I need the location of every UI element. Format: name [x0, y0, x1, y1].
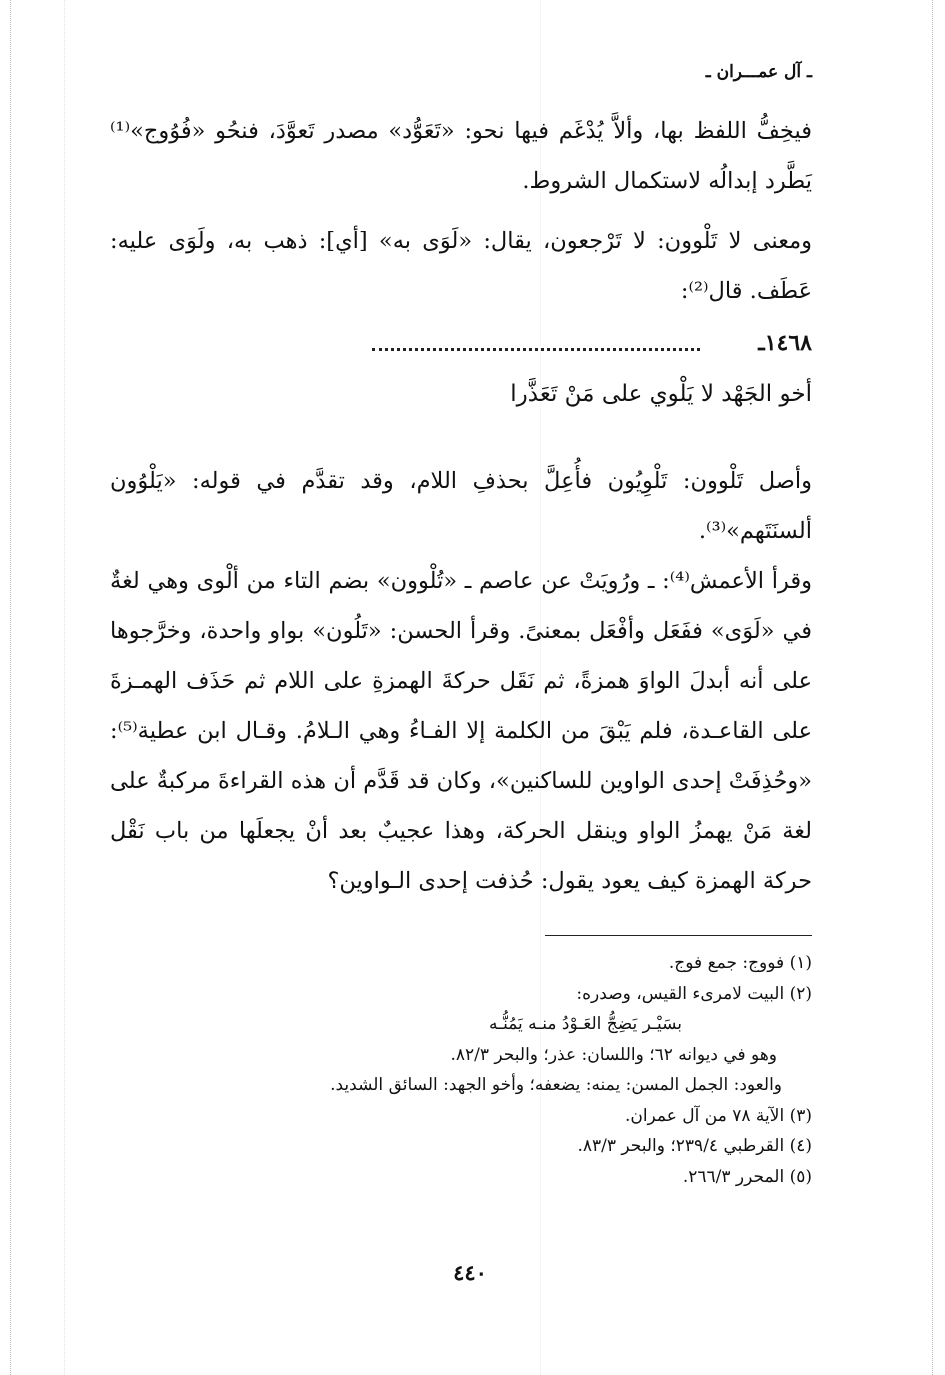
verse-number: ١٤٦٨ـ: [758, 330, 812, 356]
scan-edge-right: [932, 0, 933, 1375]
scan-artifact-line: [64, 0, 65, 1375]
footnote-2-verse: بسَيْـر يَضِجُّ العَـوْدُ منـه يَمُنُّـه: [488, 1014, 682, 1034]
running-header: ـ آل عمـــران ـ: [705, 62, 812, 82]
footnote-1: (١) فووج: جمع فوج.: [668, 953, 812, 973]
footnote-separator: [545, 935, 812, 936]
paragraph-1: فيخِفُّ اللفظ بها، وألاَّ يُدْغَم فيها نحو: «تَعَوُّد» مصدر تَعوَّدَ، فنحُو «فُوُوج»⁽¹⁾ يَطَّرد إبدالُه لاستكمال الشروط.: [110, 118, 812, 194]
scan-edge-left: [10, 0, 11, 1375]
footnote-3: (٣) الآية ٧٨ من آل عمران.: [624, 1105, 812, 1126]
paragraph-4: وقرأ الأعمش⁽⁴⁾: ـ ورُويَتْ عن عاصم ـ «تُلْوون» بضم التاء من ألْوى وهي لغةٌ في «لَوَى» ففَعَل وأفْعَل بمعنىً. وقرأ الحسن: «تَلُون» بواو واحدة، وخرَّجوها على أنه أبدلَ الواوَ همزةً، ثم نَقَل حركةَ الهمزةِ على اللام ثم حَذَف الهمـزةَ على القاعـدة، فلم يَبْقَ من الكلمة إلا الفـاءُ وهي الـلامُ. وقـال ابن عطية⁽⁵⁾: «وحُذِفَتْ إحدى الواوين للساكنين»، وكان قد قَدَّم أن هذه القراءةَ مركبةٌ على لغة مَنْ يهمزُ الواو وينقل الحركة، وهذا عجيبٌ بعد أنْ يجعلَها من باب نَقْل حركة الهمزة كيف يعود يقول: حُذفت إحدى الـواوين؟: [110, 568, 812, 894]
footnote-5: (٥) المحرر ٢٦٦/٣.: [682, 1166, 812, 1187]
footnote-2: (٢) البيت لامرىء القيس، وصدره:: [576, 983, 812, 1004]
footnote-2-sources: وهو في ديوانه ٦٢؛ واللسان: عذر؛ والبحر ٨٢/٣.: [450, 1044, 777, 1065]
page-number: ٤٤٠: [453, 1260, 487, 1285]
paragraph-3: وأصل تَلْوون: تَلْوِيُون فأُعِلَّ بحذفِ اللام، وقد تقدَّم في قوله: «يَلْوُون ألسنَتَهم»⁽³⁾.: [110, 468, 812, 544]
footnote-4: (٤) القرطبي ٢٣٩/٤؛ والبحر ٨٣/٣.: [577, 1136, 812, 1156]
footnote-2-gloss: والعود: الجمل المسن: يمنه: يضعفه؛ وأخو الجهد: السائق الشديد.: [330, 1075, 782, 1095]
verse-dotted-line: [372, 348, 700, 351]
paragraph-2: ومعنى لا تَلْوون: لا تَرْجعون، يقال: «لَوَى به» [أي]: ذهب به، ولَوَى عليه: عَطَف. قال⁽²⁾:: [110, 228, 812, 304]
verse-hemistich: أخو الجَهْد لا يَلْوي على مَنْ تَعَذَّرا: [510, 381, 812, 407]
footnotes: [200, 948, 812, 1192]
